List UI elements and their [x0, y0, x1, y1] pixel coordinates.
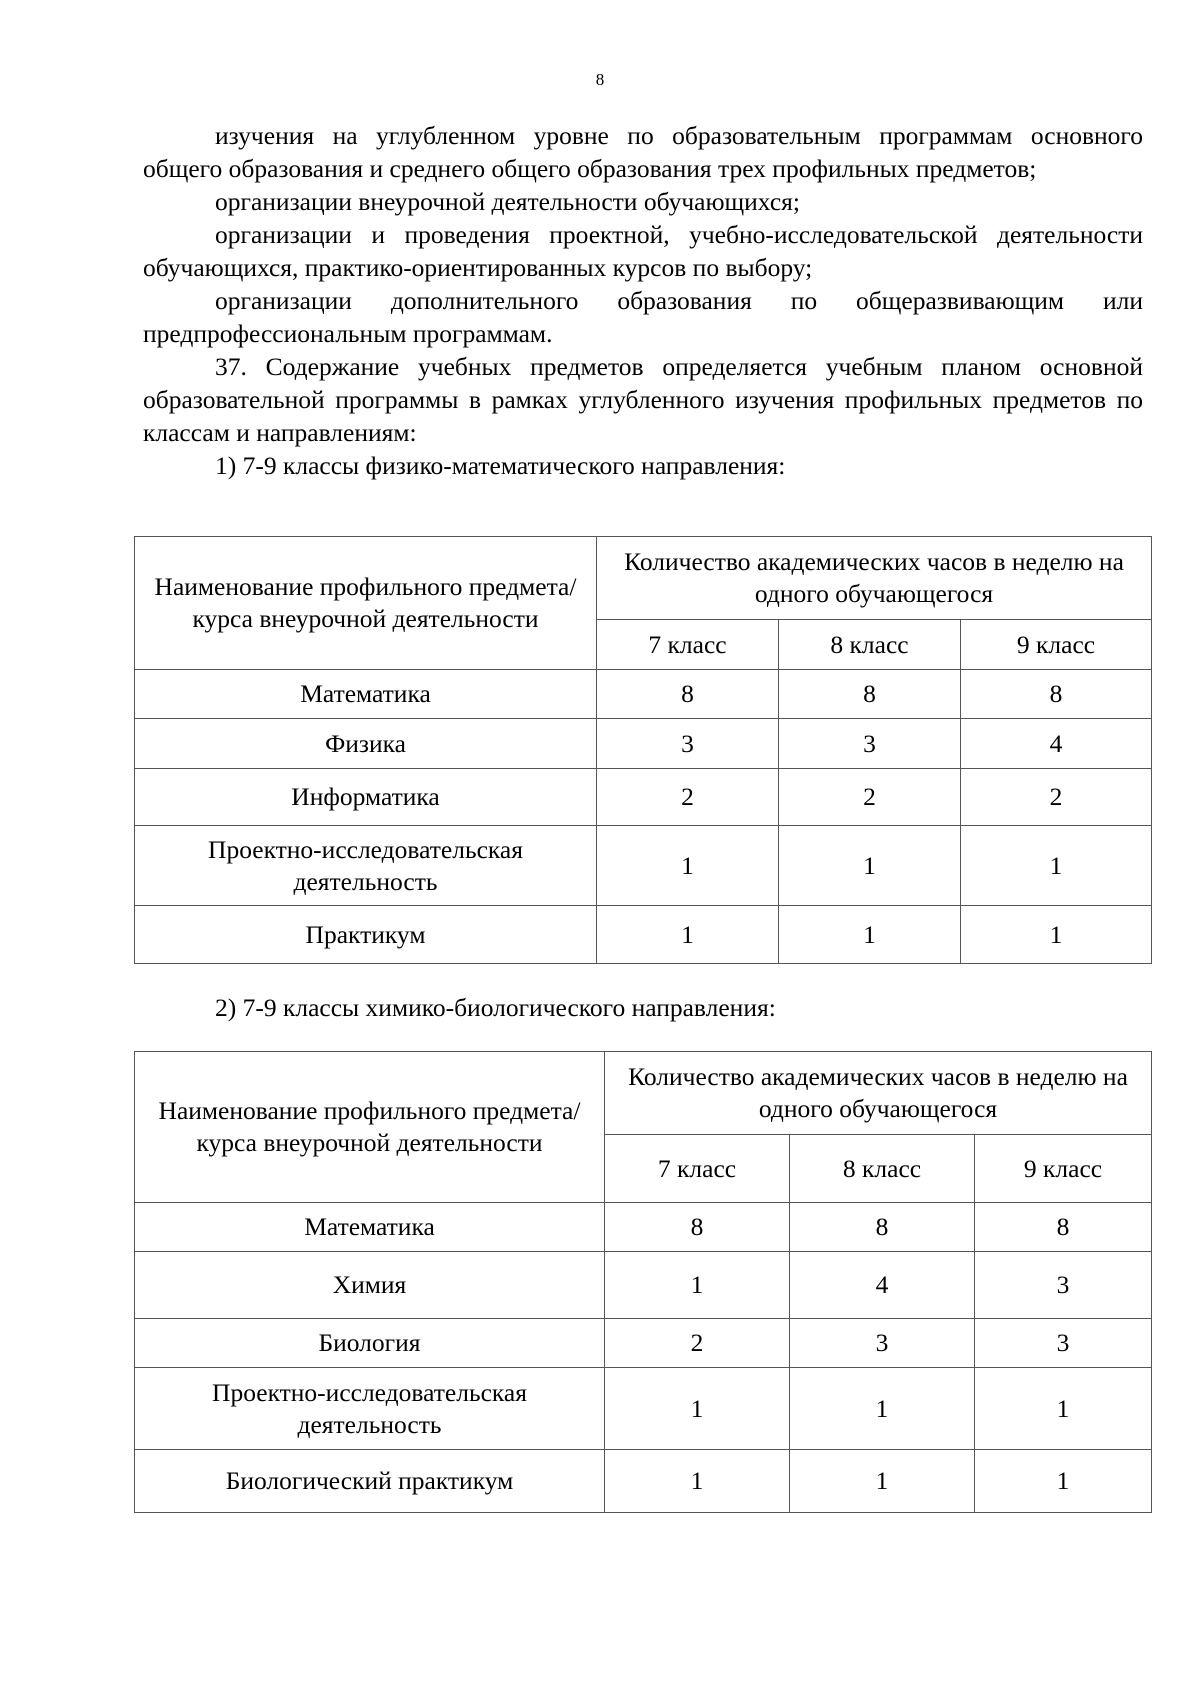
- header-hours: Количество академических часов в неделю на одного обучающегося: [597, 537, 1152, 620]
- table-row: [135, 670, 1152, 719]
- hours-table-chembio: [134, 1051, 1152, 1513]
- grade-header: 8 класс: [790, 1135, 975, 1203]
- hours-cell: 8: [779, 670, 961, 719]
- grade-header: 7 класс: [605, 1135, 790, 1203]
- hours-cell: 1: [961, 906, 1152, 964]
- hours-cell: 1: [605, 1252, 790, 1319]
- hours-table-physmath: [134, 536, 1152, 964]
- hours-cell: 8: [597, 670, 779, 719]
- grade-header: 9 класс: [975, 1135, 1152, 1203]
- subject-cell: Химия: [135, 1252, 605, 1319]
- paragraph: организации и проведения проектной, учебно-исследовательской деятельности обучающихся, практико-ориентированных курсов по выбору;: [143, 220, 1143, 282]
- section-heading: 2) 7-9 классы химико-биологического направления:: [215, 993, 776, 1022]
- page-number: 8: [595, 70, 605, 89]
- header-subject: Наименование профильного предмета/курса внеурочной деятельности: [135, 1052, 605, 1203]
- hours-cell: 1: [961, 826, 1152, 906]
- subject-cell: Физика: [135, 719, 597, 769]
- hours-cell: 2: [597, 769, 779, 826]
- subject-cell: Информатика: [135, 769, 597, 826]
- hours-cell: 1: [975, 1368, 1152, 1450]
- table-row: [135, 906, 1152, 964]
- hours-cell: 1: [605, 1368, 790, 1450]
- subject-cell: Проектно-исследовательская деятельность: [135, 826, 597, 906]
- hours-cell: 8: [605, 1203, 790, 1252]
- subject-cell: Биологический практикум: [135, 1450, 605, 1513]
- paragraph: 37. Содержание учебных предметов определяется учебным планом основной образовательной программы в рамках углубленного изучения профильных предметов по классам и направлениям:: [143, 352, 1143, 447]
- hours-cell: 3: [975, 1319, 1152, 1368]
- grade-header: 9 класс: [961, 620, 1152, 670]
- hours-cell: 3: [597, 719, 779, 769]
- table-row: [135, 719, 1152, 769]
- hours-cell: 8: [790, 1203, 975, 1252]
- subject-cell: Математика: [135, 670, 597, 719]
- hours-cell: 2: [779, 769, 961, 826]
- header-subject: Наименование профильного предмета/курса внеурочной деятельности: [135, 537, 597, 670]
- subject-cell: Проектно-исследовательская деятельность: [135, 1368, 605, 1450]
- body-text: [143, 119, 1143, 482]
- hours-cell: 8: [975, 1203, 1152, 1252]
- hours-cell: 4: [961, 719, 1152, 769]
- table-row: [135, 1252, 1152, 1319]
- grade-header: 8 класс: [779, 620, 961, 670]
- hours-cell: 3: [975, 1252, 1152, 1319]
- subject-cell: Математика: [135, 1203, 605, 1252]
- hours-cell: 1: [779, 826, 961, 906]
- table-row: [135, 1368, 1152, 1450]
- table-row: [135, 826, 1152, 906]
- hours-cell: 4: [790, 1252, 975, 1319]
- paragraph: изучения на углубленном уровне по образовательным программам основного общего образования и среднего общего образования трех профильных предметов;: [143, 121, 1143, 183]
- hours-cell: 1: [975, 1450, 1152, 1513]
- hours-cell: 1: [790, 1450, 975, 1513]
- hours-cell: 8: [961, 670, 1152, 719]
- paragraph: 1) 7-9 классы физико-математического направления:: [215, 451, 786, 480]
- table-row: [135, 1319, 1152, 1368]
- grade-header: 7 класс: [597, 620, 779, 670]
- hours-cell: 2: [605, 1319, 790, 1368]
- header-hours: Количество академических часов в неделю на одного обучающегося: [605, 1052, 1152, 1135]
- table-row: [135, 769, 1152, 826]
- hours-cell: 3: [779, 719, 961, 769]
- hours-cell: 1: [790, 1368, 975, 1450]
- table-row: [135, 1203, 1152, 1252]
- hours-cell: 2: [961, 769, 1152, 826]
- subject-cell: Практикум: [135, 906, 597, 964]
- subject-cell: Биология: [135, 1319, 605, 1368]
- hours-cell: 1: [779, 906, 961, 964]
- hours-cell: 1: [605, 1450, 790, 1513]
- paragraph: организации дополнительного образования по общеразвивающим или предпрофессиональным программам.: [143, 286, 1143, 348]
- table-row: [135, 1450, 1152, 1513]
- paragraph: организации внеурочной деятельности обучающихся;: [215, 187, 800, 216]
- hours-cell: 1: [597, 826, 779, 906]
- hours-cell: 3: [790, 1319, 975, 1368]
- hours-cell: 1: [597, 906, 779, 964]
